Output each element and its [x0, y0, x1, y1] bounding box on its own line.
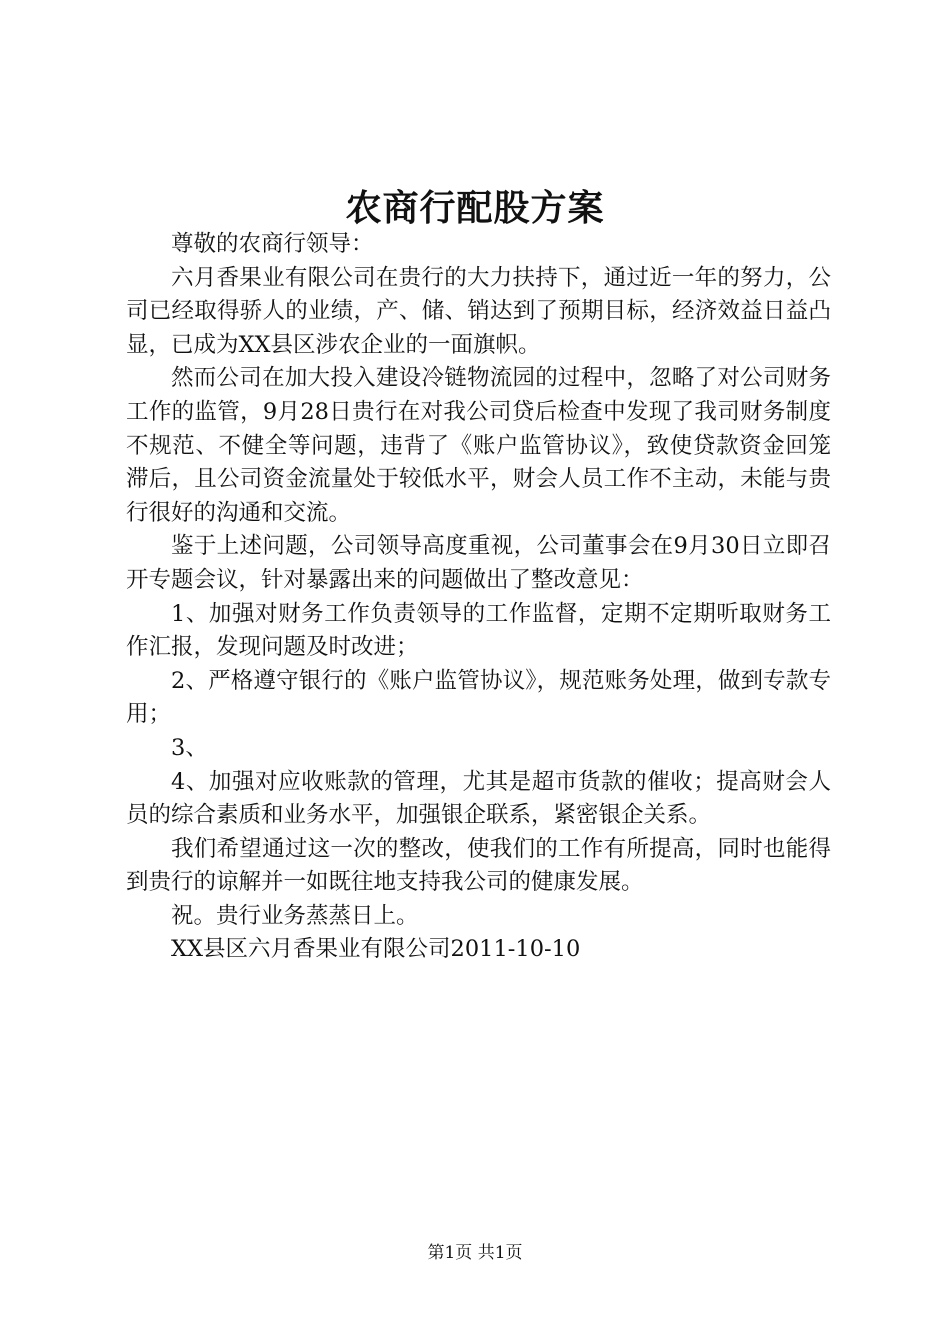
salutation-paragraph: 尊敬的农商行领导： [171, 231, 374, 257]
list-item: 4、加强对应收账款的管理，尤其是超市货款的催收；提高财会人员的综合素质和业务水平，加强银企联系，紧密银企关系。 [126, 768, 831, 829]
list-item: 3、 [171, 734, 208, 761]
list-item: 2、严格遵守银行的《账户监管协议》，规范账务处理，做到专款专用； [126, 667, 831, 728]
signature-line: XX县区六月香果业有限公司2011-10-10 [171, 936, 581, 963]
body-paragraph: 我们希望通过这一次的整改，使我们的工作有所提高，同时也能得到贵行的谅解并一如既往地支持我公司的健康发展。 [126, 835, 831, 896]
document-title: 农商行配股方案 [345, 187, 605, 229]
body-paragraph: 六月香果业有限公司在贵行的大力扶持下，通过近一年的努力，公司已经取得骄人的业绩，产、储、销达到了预期目标，经济效益日益凸显，已成为XX县区涉农企业的一面旗帜。 [126, 264, 831, 358]
document-body [126, 228, 831, 967]
body-paragraph: 鉴于上述问题，公司领导高度重视，公司董事会在9月30日立即召开专题会议，针对暴露出来的问题做出了整改意见： [126, 533, 831, 593]
body-paragraph: 然而公司在加大投入建设冷链物流园的过程中，忽略了对公司财务工作的监管，9月28日贵行在对我公司贷后检查中发现了我司财务制度不规范、不健全等问题，违背了《账户监管协议》，致使贷款资金回笼滞后，且公司资金流量处于较低水平，财会人员工作不主动，未能与贵行很好的沟通和交流。 [126, 365, 831, 526]
list-item: 1、加强对财务工作负责领导的工作监督，定期不定期听取财务工作汇报，发现问题及时改进； [126, 600, 831, 661]
closing-paragraph: 祝。贵行业务蒸蒸日上。 [171, 902, 419, 929]
page-footer: 第1页 共1页 [427, 1243, 523, 1263]
